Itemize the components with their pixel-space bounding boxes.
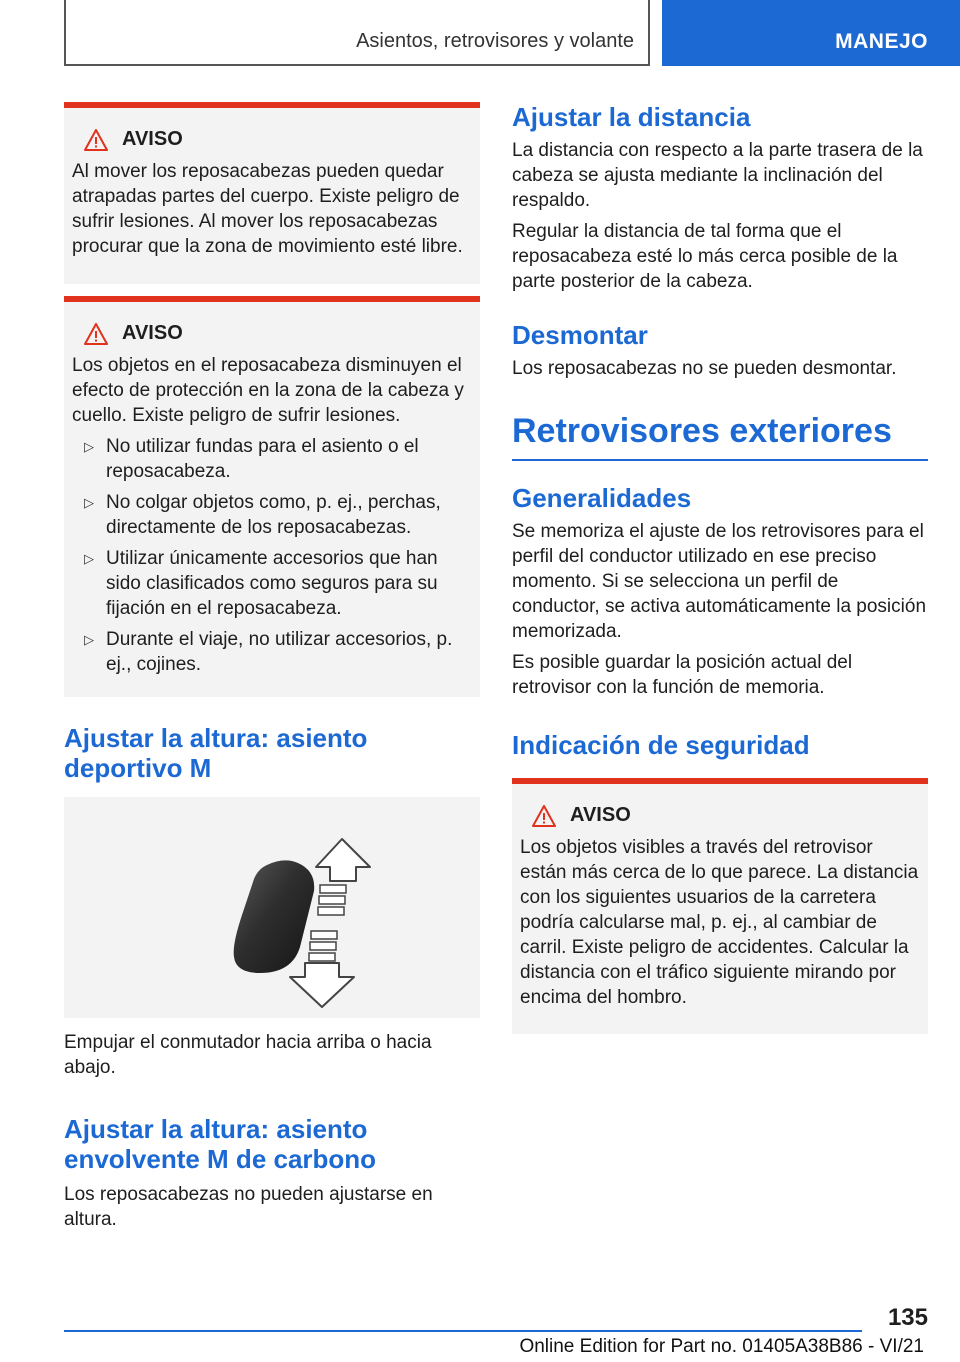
list-item: ▷ Utilizar únicamente accesorios que han sido clasificados como seguros para su fijación en el reposacabeza. (84, 548, 438, 619)
chapter-tab (662, 0, 960, 66)
warning-triangle-icon (84, 129, 108, 151)
warning-label: AVISO (122, 128, 183, 150)
list-item: ▷ Durante el viaje, no utilizar accesorios, p. ej., cojines. (84, 629, 453, 675)
warning-list (72, 434, 474, 677)
heading-exterior-mirrors: Retrovisores exteriores (512, 411, 928, 461)
chapter-tab-label: MANEJO (835, 30, 928, 53)
page-number: 135 (887, 1304, 928, 1331)
header-section-box (64, 0, 650, 66)
bullet-triangle-icon: ▷ (84, 551, 94, 566)
headrest-switch-illustration (64, 797, 480, 1018)
list-item: ▷ No colgar objetos como, p. ej., perchas, directamente de los reposacabezas. (84, 492, 441, 538)
heading-safety-note: Indicación de seguridad (512, 730, 810, 760)
heading-carbon-seat-height: Ajustar la altura: asiento envolvente M de carbono (64, 1114, 377, 1174)
remove-text: Los reposacabezas no se pueden desmontar. (512, 358, 897, 379)
bullet-triangle-icon: ▷ (84, 632, 94, 647)
warning-triangle-icon (532, 805, 556, 827)
warning-label: AVISO (570, 804, 631, 826)
list-item: ▷ No utilizar fundas para el asiento o el reposacabeza. (84, 436, 419, 482)
right-column (512, 102, 928, 1034)
warning-text: Los objetos en el reposacabeza disminuyen el efecto de protección en la zona de la cabeza y cuello. Existe peligro de sufrir lesiones. (72, 355, 464, 426)
bullet-triangle-icon: ▷ (84, 495, 94, 510)
general-paragraph-1: Se memoriza el ajuste de los retrovisores para el perfil del conductor utilizado en ese preciso momento. Si se selecciona un perfil de conductor, se activa automáticamente la posición memorizada. (512, 521, 927, 642)
edition-footer: Online Edition for Part no. 01405A38B86 - VI/21 (519, 1336, 924, 1357)
carbon-seat-text: Los reposacabezas no pueden ajustarse en altura. (64, 1184, 433, 1230)
distance-paragraph-2: Regular la distancia de tal forma que el reposacabeza esté lo más cerca posible de la parte posterior de la cabeza. (512, 221, 898, 292)
warning-triangle-icon (84, 323, 108, 345)
warning-box-mirror-distance (512, 778, 928, 1034)
heading-remove: Desmontar (512, 320, 648, 350)
section-title: Asientos, retrovisores y volante (356, 30, 634, 52)
heading-adjust-distance: Ajustar la distancia (512, 102, 751, 132)
heading-sport-seat-height: Ajustar la altura: asiento deportivo M (64, 723, 368, 783)
warning-box-objects-on-head-restraint (64, 296, 480, 697)
bullet-triangle-icon: ▷ (84, 439, 94, 454)
warning-text: Los objetos visibles a través del retrovisor están más cerca de lo que parece. La distancia con los siguientes usuarios de la carretera podría calcularse mal, p. ej., al cambiar de carril. Existe peligro de accidentes. Calcular la distancia con el tráfico siguiente mirando por encima del hombro. (520, 837, 919, 1008)
warning-text: Al mover los reposacabezas pueden quedar atrapadas partes del cuerpo. Existe peligro de sufrir lesiones. Al mover los reposacabezas procurar que la zona de movimiento esté libre. (72, 161, 463, 257)
footer-divider (64, 1330, 862, 1332)
warning-label: AVISO (122, 322, 183, 344)
headrest-switch-figure (64, 797, 480, 1018)
left-column (64, 102, 480, 1238)
distance-paragraph-1: La distancia con respecto a la parte trasera de la cabeza se ajusta mediante la inclinación del respaldo. (512, 140, 923, 211)
warning-box-head-restraint-movement (64, 102, 480, 284)
figure-caption: Empujar el conmutador hacia arriba o hacia abajo. (64, 1032, 432, 1078)
general-paragraph-2: Es posible guardar la posición actual del retrovisor con la función de memoria. (512, 652, 853, 698)
heading-general: Generalidades (512, 483, 692, 513)
